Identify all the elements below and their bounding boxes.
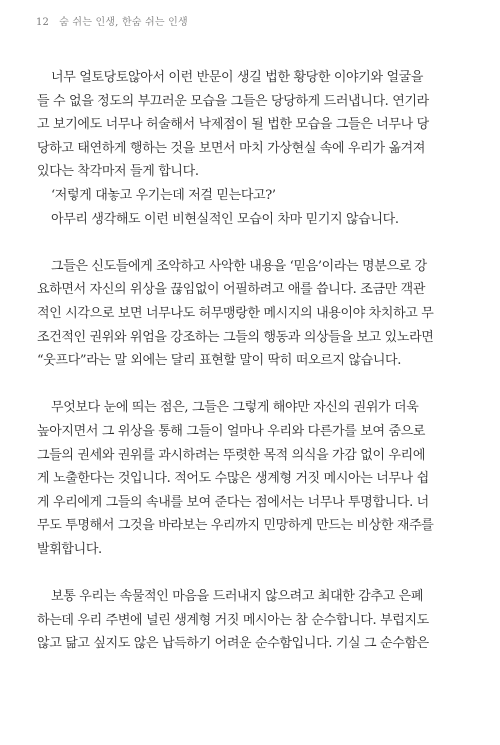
paragraph xyxy=(37,66,467,184)
text-line: 요하면서 자신의 위상을 끊임없이 어필하려고 애를 씁니다. 조금만 객관 xyxy=(37,282,426,298)
paragraph xyxy=(37,255,467,373)
text-line: 들 수 없을 정도의 부끄러운 모습을 그들은 당당하게 드러냅니다. 연기라 xyxy=(37,93,429,109)
text-line: 발휘합니다. xyxy=(37,541,102,557)
text-line: 그들의 권세와 권위를 과시하려는 뚜렷한 목적 의식을 가감 없이 우리에 xyxy=(37,447,426,463)
running-header xyxy=(36,13,188,28)
text-line: 고 보기에도 너무나 허술해서 낙제점이 될 법한 모습을 그들은 너무나 당 xyxy=(37,117,429,133)
text-line: 있다는 착각마저 들게 합니다. xyxy=(37,164,199,180)
paragraph-gap xyxy=(37,373,467,397)
text-line: “웃프다”라는 말 외에는 달리 표현할 말이 딱히 떠오르지 않습니다. xyxy=(37,353,402,369)
text-line: 않고 닮고 싶지도 않은 납득하기 어려운 순수함입니다. 기실 그 순수함은 xyxy=(37,636,429,652)
text-line: 적인 시각으로 보면 너무나도 허무맹랑한 메시지의 내용이야 차치하고 무 xyxy=(37,305,434,321)
text-line: 높아지면서 그 위상을 통해 그들이 얼마나 우리와 다른가를 보여 줌으로 xyxy=(37,423,426,439)
body-text xyxy=(37,66,467,656)
text-line: 당하고 태연하게 행하는 것을 보면서 마치 가상현실 속에 우리가 옮겨져 xyxy=(37,140,426,156)
text-line: 보통 우리는 속물적인 마음을 드러내지 않으려고 최대한 감추고 은폐 xyxy=(51,589,424,605)
page-number: 12 xyxy=(36,17,50,28)
text-line: 너무 얼토당토않아서 이런 반문이 생길 법한 황당한 이야기와 얼굴을 xyxy=(51,70,424,85)
paragraph xyxy=(37,585,467,656)
text-line: 조건적인 권위와 위엄을 강조하는 그들의 행동과 의상들을 보고 있노라면 xyxy=(37,329,434,345)
paragraph-gap xyxy=(37,231,467,255)
text-line: 게 노출한다는 것입니다. 적어도 수많은 생계형 거짓 메시아는 너무나 쉽 xyxy=(37,471,429,487)
text-line: 아무리 생각해도 이런 비현실적인 모습이 차마 믿기지 않습니다. xyxy=(51,211,399,227)
book-title: 숨 쉬는 인생, 한숨 쉬는 인생 xyxy=(59,17,188,28)
text-line: 무도 투명해서 그것을 바라보는 우리까지 민망하게 만드는 비상한 재주를 xyxy=(37,518,434,534)
paragraph xyxy=(37,208,467,232)
text-line: 그들은 신도들에게 조악하고 사악한 내용을 ‘믿음’이라는 명분으로 강 xyxy=(51,258,427,274)
paragraph-gap xyxy=(37,561,467,585)
paragraph xyxy=(37,396,467,561)
text-line: 하는데 우리 주변에 널린 생계형 거짓 메시아는 참 순수합니다. 부럽지도 xyxy=(37,612,429,628)
text-line: 무엇보다 눈에 띄는 점은, 그들은 그렇게 해야만 자신의 권위가 더욱 xyxy=(51,400,419,416)
text-line: ‘저렇게 대놓고 우기는데 저걸 믿는다고?’ xyxy=(51,187,276,203)
text-line: 게 우리에게 그들의 속내를 보여 준다는 점에서는 너무나 투명합니다. 너 xyxy=(37,494,429,510)
paragraph xyxy=(37,184,467,208)
